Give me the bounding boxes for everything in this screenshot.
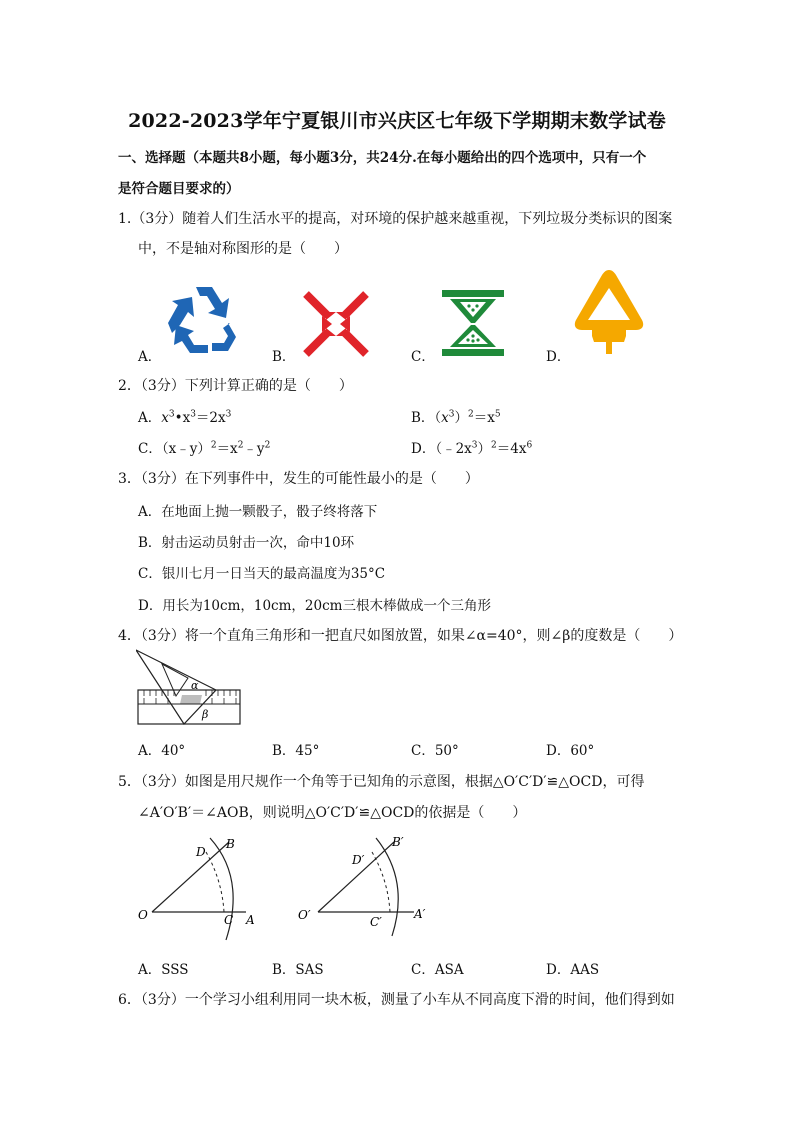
q5-fig1-label-b: B — [226, 837, 235, 851]
q2-option-d: D．$(﹣2x^3)^2=4x^6$ — [411, 440, 533, 457]
section-heading-line2: 是符合题目要求的） — [118, 181, 240, 197]
q5-option-b: B．SAS — [272, 962, 324, 978]
q5-fig1-label-a: A — [246, 913, 255, 927]
q4-option-d: D．60° — [546, 743, 595, 759]
q4-option-c: C．50° — [411, 743, 459, 759]
q5-fig2-label-b: B′ — [392, 835, 404, 849]
q5-option-c: C．ASA — [411, 962, 464, 978]
section-heading-line1: 一、选择题（本题共8小题，每小题3分，共24分.在每小题给出的四个选项中，只有一个 — [118, 150, 647, 166]
q5-option-d: D．AAS — [546, 962, 600, 978]
q4-triangle-ruler-figure — [136, 648, 242, 728]
q1-option-c-label: C． — [411, 349, 435, 365]
q5-stem-line2: ∠A′O′B′＝∠AOB，则说明△O′C′D′≌△OCD的依据是（ ） — [138, 805, 527, 821]
q4-stem: 4．（3分）将一个直角三角形和一把直尺如图放置，如果∠α=40°，则∠β的度数是（ ） — [118, 628, 683, 644]
q2-stem: 2．（3分）下列计算正确的是（ ） — [118, 378, 353, 394]
q2-option-c: C．$(x﹣y)^2=x^2﹣y^2$ — [138, 440, 271, 457]
q3-stem: 3．（3分）在下列事件中，发生的可能性最小的是（ ） — [118, 471, 479, 487]
q1-option-b-label: B． — [272, 349, 296, 365]
recycle-icon — [166, 283, 240, 357]
q4-option-a: A．40° — [138, 743, 186, 759]
q6-stem-line1: 6．（3分）一个学习小组利用同一块木板，测量了小车从不同高度下滑的时间，他们得到如 — [118, 992, 675, 1008]
q5-fig2-label-d: D′ — [352, 853, 365, 867]
q4-option-b: B．45° — [272, 743, 320, 759]
q4-beta-label: β — [202, 708, 209, 721]
q5-fig1-label-d: D — [196, 845, 206, 859]
q1-option-d-label: D． — [546, 349, 571, 365]
q2-option-b: B．$(x^3)^2=x^5$ — [411, 409, 501, 426]
q4-alpha-label: α — [191, 679, 199, 692]
q3-option-d: D．用长为10cm，10cm，20cm三根木棒做成一个三角形 — [138, 598, 491, 614]
q5-fig1-label-o: O — [138, 908, 148, 922]
orange-triangle-icon — [572, 268, 646, 358]
q5-fig2-label-c: C′ — [370, 915, 382, 929]
page-title: 2022-2023学年宁夏银川市兴庆区七年级下学期期末数学试卷 — [128, 110, 666, 132]
q5-figure-copied-angle — [296, 830, 446, 942]
hourglass-icon — [442, 290, 504, 356]
q1-option-a-label: A． — [138, 349, 162, 365]
q2-option-a: A．$x^3•x^3=2x^3$ — [138, 409, 232, 426]
q5-stem-line1: 5．（3分）如图是用尺规作一个角等于已知角的示意图，根据△O′C′D′≌△OCD，可得 — [118, 774, 645, 790]
inward-arrows-icon — [302, 290, 370, 358]
q5-fig2-label-a: A′ — [414, 907, 426, 921]
q3-option-b: B．射击运动员射击一次，命中10环 — [138, 535, 355, 551]
q3-option-c: C．银川七月一日当天的最高温度为35°C — [138, 566, 386, 582]
q3-option-a: A．在地面上抛一颗骰子，骰子终将落下 — [138, 504, 378, 520]
q5-option-a: A．SSS — [138, 962, 189, 978]
q5-fig1-label-c: C — [224, 913, 234, 927]
q5-figure-original-angle — [134, 830, 274, 942]
q1-stem-line2: 中，不是轴对称图形的是（ ） — [138, 241, 348, 257]
q5-fig2-label-o: O′ — [298, 908, 311, 922]
q1-stem-line1: 1.（3分）随着人们生活水平的提高，对环境的保护越来越重视，下列垃圾分类标识的图案 — [118, 211, 673, 227]
